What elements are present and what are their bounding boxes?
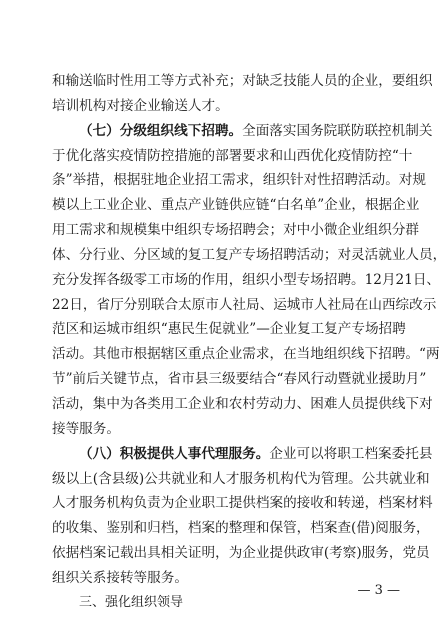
text-line: 接等服务。 [52, 420, 120, 437]
text-line: 体、分行业、分区域的复工复产专场招聘活动；对灵活就业人员， [52, 246, 446, 263]
text-line: 22日，省厅分别联合太原市人社局、运城市人社局在山西综改示 [52, 296, 437, 313]
text-line: 依据档案记载出具相关证明，为企业提供政审(考察)服务，党员 [52, 545, 430, 562]
text-line: 用工需求和规模集中组织专场招聘会；对中小微企业组织分群 [52, 222, 420, 239]
paragraph-7-first-line [52, 119, 433, 144]
text-line: 节”前后关键节点，省市县三级要结合“春风行动暨就业援助月” [52, 371, 427, 388]
text-line: 活动。其他市根据辖区重点企业需求，在当地组织线下招聘。“两 [52, 346, 440, 363]
text-line: 级以上(含县级)公共就业和人才服务机构代为管理。公共就业和 [52, 470, 430, 487]
text-line: 培训机构对接企业输送人才。 [52, 97, 229, 114]
page-number: — 3 — [357, 583, 400, 598]
section-title: 三、强化组织领导 [79, 594, 184, 610]
text-line: 和输送临时性用工等方式补充；对缺乏技能人员的企业，要组织 [52, 73, 433, 89]
text-line: 条”举措，根据驻地企业招工需求，组织针对性招聘活动。对规 [52, 172, 426, 189]
text-span: 全面落实国务院联防联控机制关 [242, 122, 433, 139]
body-text [52, 69, 446, 616]
section-7-heading: （七）分级组织线下招聘。 [79, 122, 243, 139]
text-line: 的收集、鉴别和归档，档案的整理和保管，档案查(借)阅服务， [52, 520, 430, 537]
text-line: 组织关系接转等服务。 [52, 569, 188, 586]
section-8-heading: （八）积极提供人事代理服务。 [79, 445, 270, 462]
text-line: 活动，集中为各类用工企业和农村劳动力、困难人员提供线下对 [52, 395, 433, 412]
text-span: 企业可以将职工档案委托县 [269, 445, 433, 462]
text-line: 于优化落实疫情防控措施的部署要求和山西优化疫情防控“十 [52, 147, 413, 164]
paragraph-8-first-line [52, 442, 433, 467]
text-line: 人才服务机构负责为企业职工提供档案的接收和转递，档案材料 [52, 495, 433, 512]
text-line: 模以上工业企业、重点产业链供应链“白名单”企业，根据企业 [52, 197, 420, 214]
text-line: 充分发挥各级零工市场的作用，组织小型专场招聘。12月21日、 [52, 271, 441, 288]
text-line: 范区和运城市组织“惠民生促就业”—企业复工复产专场招聘 [52, 321, 406, 338]
